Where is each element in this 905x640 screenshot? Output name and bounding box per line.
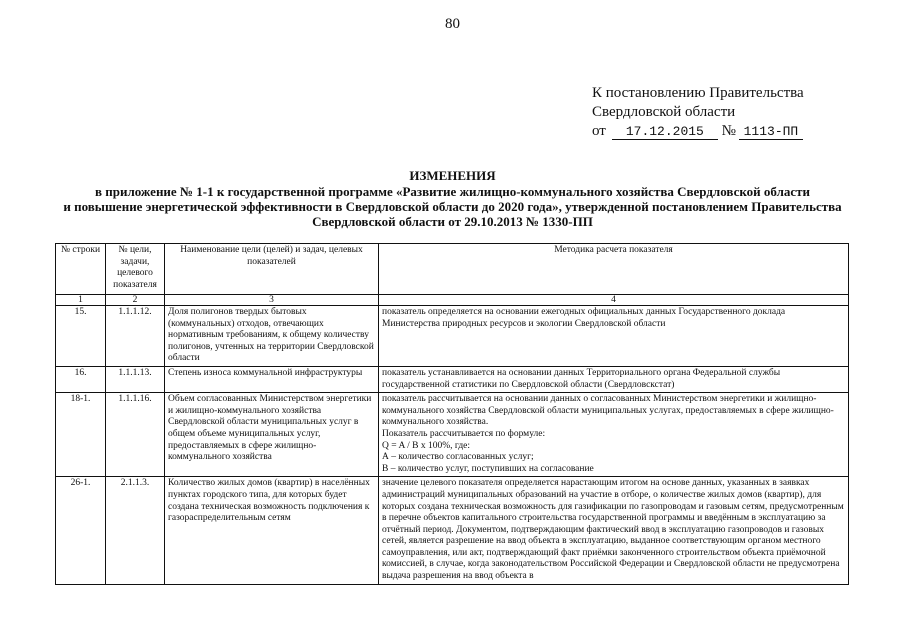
column-number: 4 — [379, 295, 849, 306]
goal-code: 1.1.1.16. — [106, 393, 165, 477]
heading-line-3: Свердловской области от 29.10.2013 № 1330-ПП — [312, 214, 593, 229]
method-paragraph: В – количество услуг, поступивших на согласование — [382, 463, 594, 474]
method-paragraph: значение целевого показателя определяется нарастающим итогом на основе данных, указанных в заявках администраций муниципальных образований на участие в отборе, о количестве жилых домов (квартир), для которых создана техническая возможность для газификации по газопроводам и газовым сетям, предусмотренным в перечне объектов капитального строительства государственной программы и введённым в эксплуатацию за отчётный период. Документом, подтверждающим фактический ввод в эксплуатацию газопроводов и газовых сетей, является разрешение на ввод объекта в эксплуатацию, выданное соответствующим органом местного самоуправления, или акт, подтверждающий факт приёмки законченного строительством объекта приёмочной комиссией, в случае, когда законодательством Российской Федерации и Свердловской области не предусмотрена выдача разрешения на ввод объекта в — [382, 478, 844, 582]
approval-block — [592, 84, 804, 141]
heading-line-1: в приложение № 1-1 к государственной программе «Развитие жилищно-коммунального хозяйства Свердловской области — [94, 184, 811, 199]
goal-name: Степень износа коммунальной инфраструктуры — [165, 366, 379, 392]
table-row — [56, 477, 849, 584]
approval-date: 17.12.2015 — [612, 124, 718, 140]
row-number: 16. — [56, 366, 106, 392]
method-paragraph: показатель рассчитывается на основании данных о согласованных Министерством энергетики и жилищно-коммунального хозяйства Свердловской области муниципальных услугах, предоставляемых в сфере жилищно-коммунального хозяйства. — [382, 394, 834, 428]
document-heading — [40, 168, 865, 229]
header-row-number: № строки — [56, 244, 106, 295]
method-cell — [379, 366, 849, 392]
method-paragraph: Показатель рассчитывается по формуле: — [382, 428, 546, 439]
approval-line-1: К постановлению Правительства — [592, 85, 804, 101]
goal-code: 1.1.1.13. — [106, 366, 165, 392]
method-cell — [379, 477, 849, 584]
method-cell — [379, 306, 849, 367]
row-number: 26-1. — [56, 477, 106, 584]
method-cell — [379, 393, 849, 477]
table-header-row — [56, 244, 849, 295]
table-row — [56, 393, 849, 477]
header-goal-number: № цели, задачи, целевого показателя — [106, 244, 165, 295]
column-number-row — [56, 295, 849, 306]
row-number: 18-1. — [56, 393, 106, 477]
goal-code: 1.1.1.12. — [106, 306, 165, 367]
method-paragraph: показатель определяется на основании ежегодных официальных данных Государственного доклада Министерства природных ресурсов и экологии Свердловской области — [382, 307, 786, 329]
document-title: ИЗМЕНЕНИЯ — [409, 168, 496, 183]
header-goal-name: Наименование цели (целей) и задач, целевых показателей — [165, 244, 379, 295]
changes-table — [55, 243, 849, 585]
row-number: 15. — [56, 306, 106, 367]
table-row — [56, 306, 849, 367]
date-prefix: от — [592, 123, 606, 139]
method-paragraph: А – количество согласованных услуг; — [382, 452, 534, 463]
approval-number: 1113-ПП — [739, 124, 803, 140]
column-number: 2 — [106, 295, 165, 306]
goal-name: Доля полигонов твердых бытовых (коммунальных) отходов, отвечающих нормативным требованиям, к общему количеству полигонов, учтенных на территории Свердловской области — [165, 306, 379, 367]
column-number: 1 — [56, 295, 106, 306]
table-row — [56, 366, 849, 392]
approval-date-line — [592, 122, 804, 141]
method-paragraph: показатель устанавливается на основании данных Территориального органа Федеральной службы государственной статистики по Свердловской области (Свердловскстат) — [382, 367, 781, 390]
column-number: 3 — [165, 295, 379, 306]
number-prefix: № — [721, 123, 736, 139]
goal-code: 2.1.1.3. — [106, 477, 165, 584]
method-formula: Q = A / B x 100%, где: — [382, 440, 471, 451]
page-number: 80 — [445, 16, 460, 32]
heading-line-2: и повышение энергетической эффективности в Свердловской области до 2020 года», утвержденной постановлением Правительства — [63, 199, 842, 214]
approval-line-2: Свердловской области — [592, 104, 736, 120]
goal-name: Количество жилых домов (квартир) в населённых пунктах городского типа, для которых будет создана техническая возможность подключения к газораспределительным сетям — [165, 477, 379, 584]
header-method: Методика расчета показателя — [379, 244, 849, 295]
goal-name: Объем согласованных Министерством энергетики и жилищно-коммунального хозяйства Свердловской области муниципальных услуг в общем объеме муниципальных услуг, предоставляемых в сфере жилищно-коммунального хозяйства — [165, 393, 379, 477]
